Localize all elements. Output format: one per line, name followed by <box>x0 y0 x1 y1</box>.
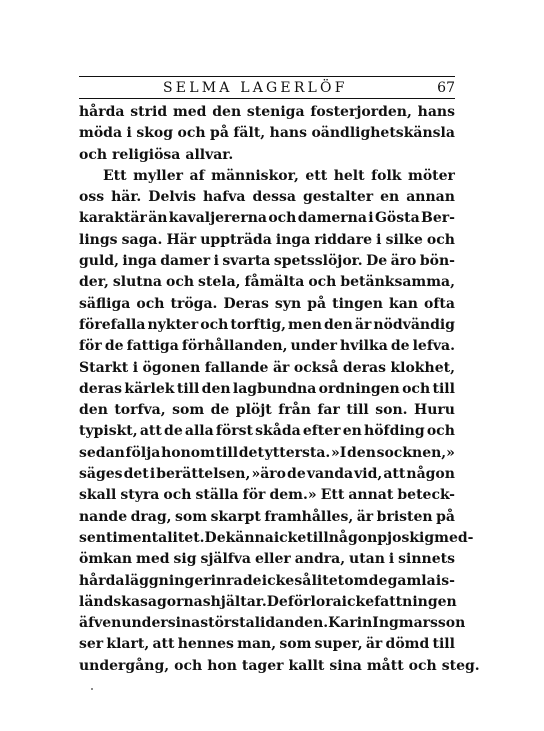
text-line: sedan följa honom till det yttersta. »I den socknen,» <box>79 444 455 461</box>
text-line: sentimentalitet. De känna icke till någon pjoskig med- <box>79 529 474 546</box>
running-header <box>79 76 455 99</box>
text-line: säges det i berättelsen, »äro de vanda vid, att någon <box>79 466 455 483</box>
text-line: den torfva, som de plöjt från far till son. Huru <box>79 402 455 419</box>
text-line: undergång, och hon tager kallt sina mått och steg. <box>79 657 480 674</box>
header-rule <box>79 98 455 99</box>
text-line: ser klart, att hennes man, som super, är dömd till <box>79 636 455 653</box>
text-line: guld, inga damer i svarta spetsslöjor. De äro bön- <box>79 253 455 270</box>
text-line: ömkan med sig själfva eller andra, utan i sinnets <box>79 551 455 568</box>
text-line: och religiösa allvar. <box>79 146 234 163</box>
text-line: Starkt i ögonen fallande är också deras klokhet, <box>79 359 455 376</box>
body-text <box>79 102 480 677</box>
text-line: hårda strid med den steniga fosterjorden, hans <box>79 104 455 120</box>
text-line: Ett myller af människor, ett helt folk möter <box>103 167 455 184</box>
running-title: SELMA LAGERLÖF <box>163 80 348 96</box>
text-line: för de fattiga förhållanden, under hvilka de lefva. <box>79 338 455 355</box>
text-line: ländska sagornas hjältar. De förlora icke fattningen <box>79 593 457 610</box>
print-speck <box>91 688 93 690</box>
text-line: nande drag, som skarpt framhålles, är bristen på <box>79 508 455 525</box>
text-line: deras kärlek till den lagbundna ordningen och till <box>79 380 455 397</box>
text-line: äfven under sina största lidanden. Karin Ingmarsson <box>79 615 466 632</box>
page-number: 67 <box>437 80 455 96</box>
paragraph <box>79 102 455 166</box>
paragraph <box>79 166 480 677</box>
text-line: lings saga. Här uppträda inga riddare i silke och <box>79 231 455 248</box>
text-line: hårda läggning erinra de icke så litet om de gamla is- <box>79 572 455 589</box>
text-line: karaktär än kavaljererna och damerna i Gösta Ber- <box>79 210 455 227</box>
text-line: förefalla nykter och torftig, men den är nödvändig <box>79 316 455 333</box>
text-line: säfliga och tröga. Deras syn på tingen kan ofta <box>79 295 455 312</box>
text-line: oss här. Delvis hafva dessa gestalter en annan <box>79 189 455 206</box>
text-line: typiskt, att de alla först skåda efter en höfding och <box>79 423 455 440</box>
text-line: möda i skog och på fält, hans oändlighetskänsla <box>79 125 455 142</box>
text-line: der, slutna och stela, fåmälta och betänksamma, <box>79 274 455 291</box>
text-line: skall styra och ställa för dem.» Ett annat beteck- <box>79 487 455 504</box>
